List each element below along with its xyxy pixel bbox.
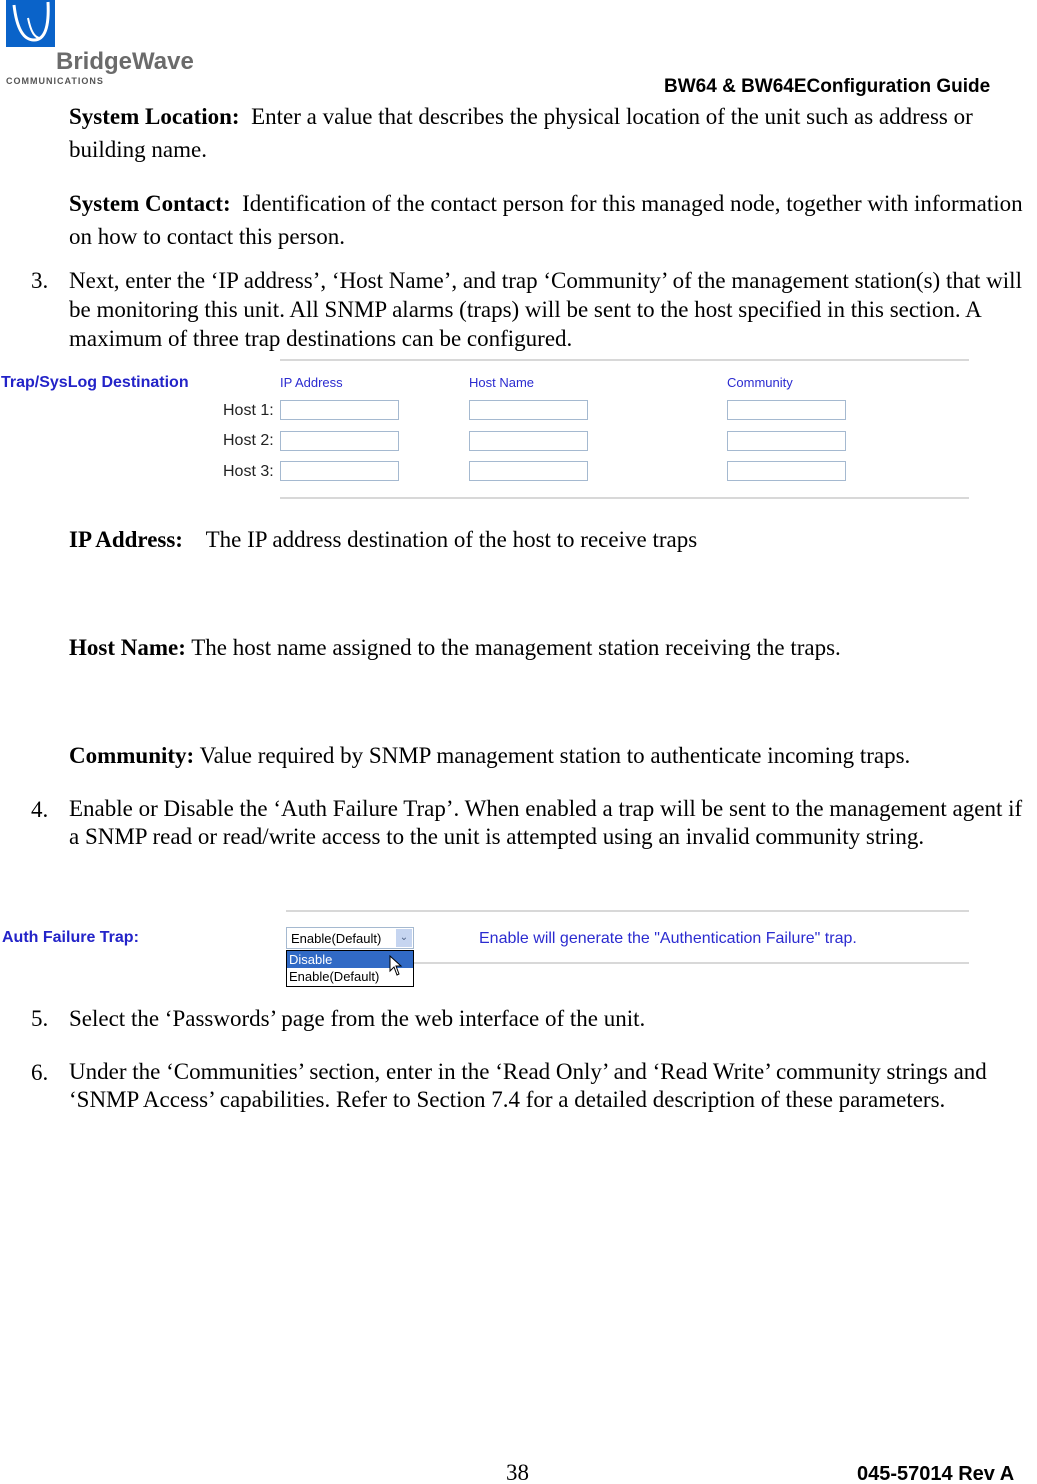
logo-text: BridgeWave [56, 48, 194, 75]
step-3-text: Next, enter the ‘IP address’, ‘Host Name’, and trap ‘Community’ of the management station(s) that will be monitoring this unit. All SNMP alarms (traps) will be sent to the host specified in this section. A maximum of three trap destinations can be configured. [69, 268, 1022, 351]
host2-name-input[interactable] [469, 431, 588, 451]
host2-community-input[interactable] [727, 431, 846, 451]
term: Host Name: [69, 635, 186, 660]
host3-name-input[interactable] [469, 461, 588, 481]
step-number: 3. [31, 268, 49, 293]
step-6-text: Under the ‘Communities’ section, enter in the ‘Read Only’ and ‘Read Write’ community strings and ‘SNMP Access’ capabilities. Refer to Section 7.4 for a detailed description of these parameters. [69, 1059, 987, 1112]
document-revision: 045-57014 Rev A [857, 1463, 1015, 1484]
step-number: 5. [31, 1006, 49, 1031]
host3-ip-input[interactable] [280, 461, 399, 481]
host-label: Host 3: [223, 463, 274, 480]
term: System Location: [69, 104, 240, 129]
logo-wave-icon [6, 0, 56, 48]
definition: The host name assigned to the management station receiving the traps. [191, 635, 841, 660]
auth-failure-hint: Enable will generate the "Authentication Failure" trap. [479, 930, 857, 947]
host-name-def [69, 633, 1034, 662]
term: IP Address: [69, 527, 183, 552]
step-5-text: Select the ‘Passwords’ page from the web interface of the unit. [69, 1006, 646, 1031]
col-host-name: Host Name [469, 375, 535, 390]
step-number: 6. [31, 1060, 49, 1085]
logo-subtext: COMMUNICATIONS [6, 76, 104, 86]
auth-failure-label: Auth Failure Trap: [2, 929, 139, 946]
host3-community-input[interactable] [727, 461, 846, 481]
system-location-para [69, 100, 1034, 166]
step-4-text: Enable or Disable the ‘Auth Failure Trap’. When enabled a trap will be sent to the management agent if a SNMP read or read/write access to the unit is attempted using an invalid community string. [69, 796, 1023, 849]
host-label: Host 1: [223, 402, 274, 419]
host1-ip-input[interactable] [280, 400, 399, 420]
auth-failure-select[interactable] [286, 927, 414, 949]
definition: The IP address destination of the host to receive traps [205, 527, 698, 552]
host1-name-input[interactable] [469, 400, 588, 420]
community-def [69, 741, 1034, 770]
definition: Value required by SNMP management station to authenticate incoming traps. [199, 743, 911, 768]
term: Community: [69, 743, 195, 768]
host1-community-input[interactable] [727, 400, 846, 420]
selected-value: Enable(Default) [291, 931, 382, 946]
auth-failure-dropdown [286, 950, 414, 987]
option-disable[interactable]: Disable [287, 951, 413, 968]
section-title: Trap/SysLog Destination [1, 374, 189, 391]
definition: Enter a value that describes the physical location of the unit such as address or building name. [69, 104, 973, 162]
chevron-down-icon: ⌄ [396, 929, 412, 947]
header-title: BW64 & BW64EConfiguration Guide [664, 76, 991, 97]
host2-ip-input[interactable] [280, 431, 399, 451]
bridgewave-logo [6, 0, 206, 90]
host-label: Host 2: [223, 432, 274, 449]
system-contact-para [69, 187, 1034, 253]
mouse-cursor-icon [389, 955, 403, 977]
ip-address-def [69, 525, 1034, 554]
col-community: Community [727, 375, 793, 390]
term: System Contact: [69, 191, 231, 216]
definition: Identification of the contact person for this managed node, together with information on how to contact this person. [69, 191, 1023, 249]
step-number: 4. [31, 797, 49, 822]
col-ip-address: IP Address [280, 375, 343, 390]
option-enable-default[interactable]: Enable(Default) [289, 969, 380, 984]
page-number: 38 [506, 1460, 529, 1484]
